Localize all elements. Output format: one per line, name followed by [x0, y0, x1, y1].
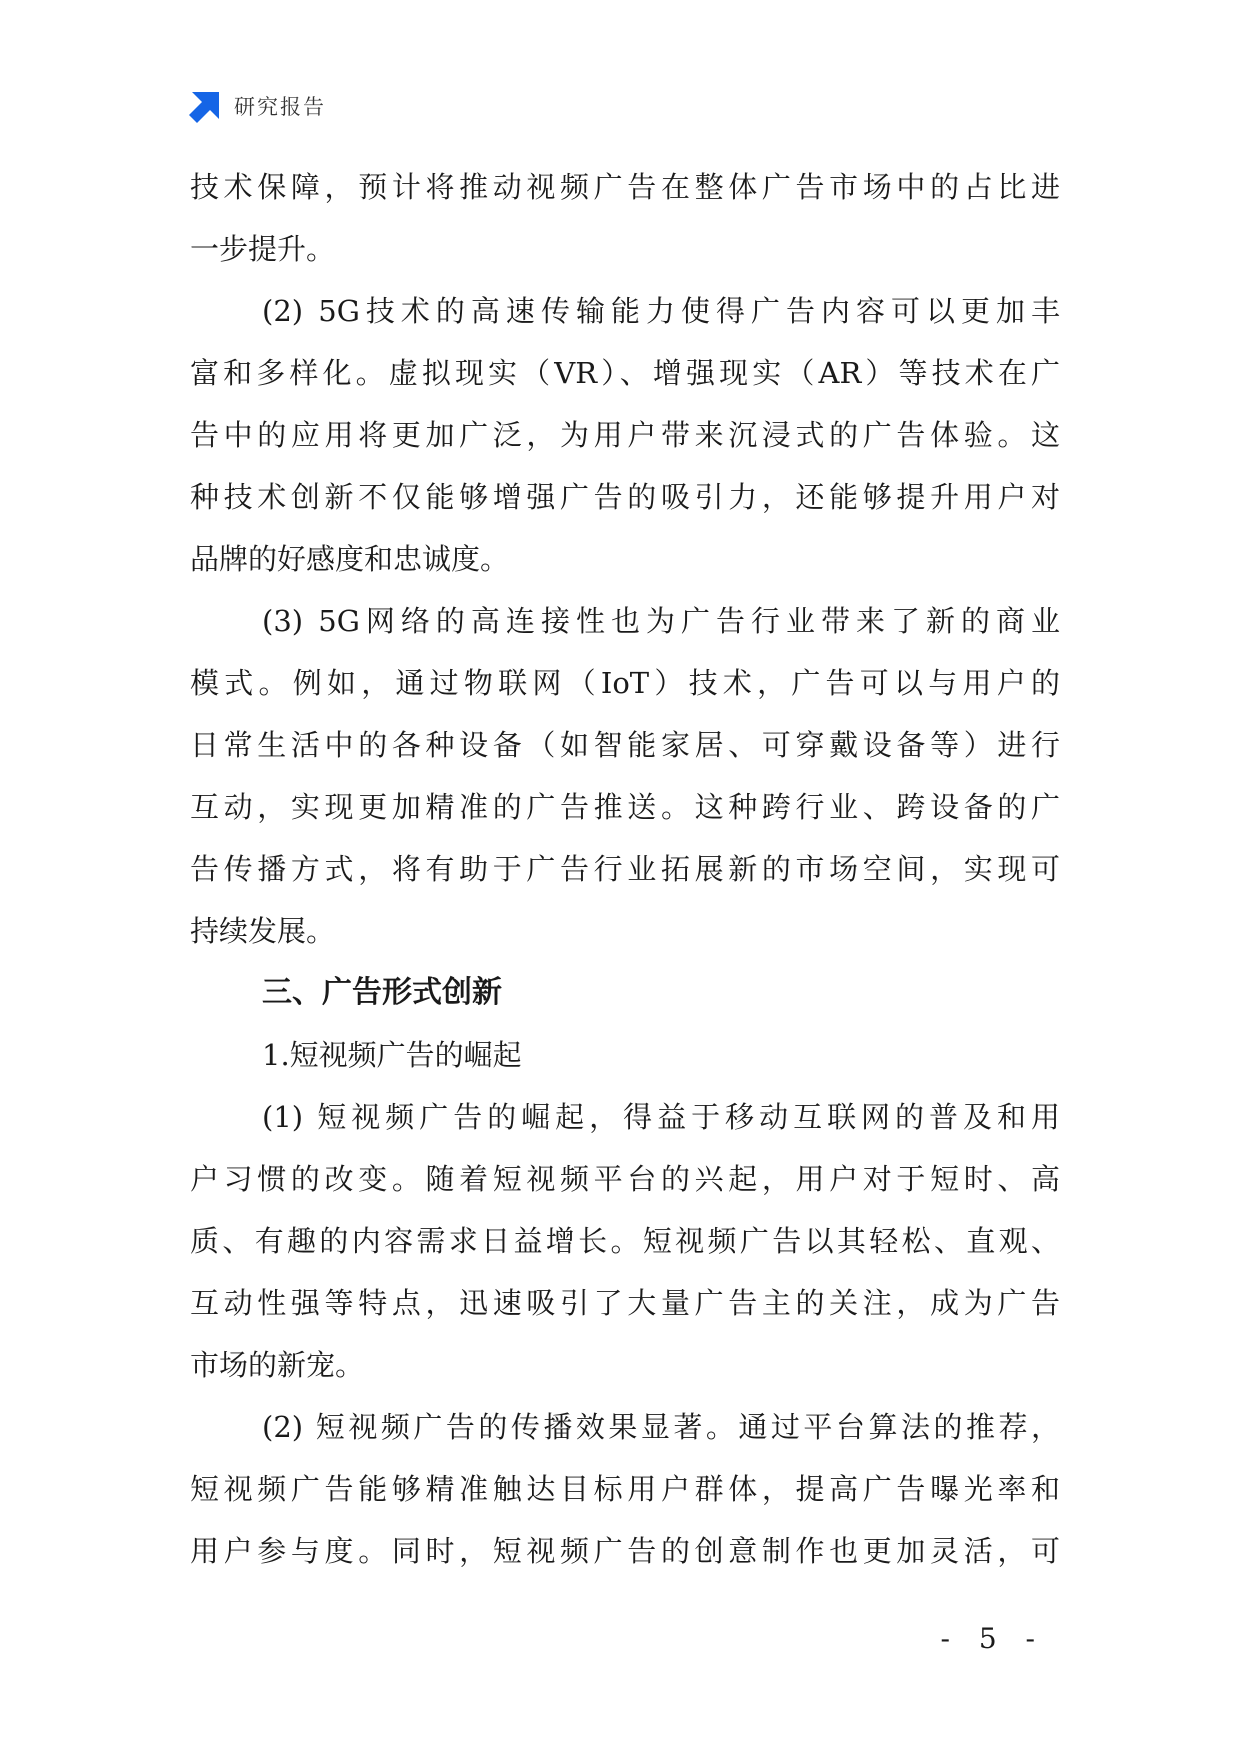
text-line: 互动，实现更加精准的广告推送。这种跨行业、跨设备的广	[190, 790, 1060, 824]
text-line: 户习惯的改变。随着短视频平台的兴起，用户对于短时、高	[190, 1162, 1060, 1196]
header-title: 研究报告	[234, 95, 326, 119]
text-line: 告中的应用将更加广泛，为用户带来沉浸式的广告体验。这	[190, 418, 1060, 452]
text-line: 短视频广告能够精准触达目标用户群体，提高广告曝光率和	[190, 1472, 1060, 1506]
text-line: 质、有趣的内容需求日益增长。短视频广告以其轻松、直观、	[190, 1224, 1060, 1258]
text-line: 品牌的好感度和忠诚度。	[190, 542, 510, 576]
text-line: (2) 5G技术的高速传输能力使得广告内容可以更加丰	[262, 294, 1060, 328]
text-line: 日常生活中的各种设备（如智能家居、可穿戴设备等）进行	[190, 728, 1060, 762]
text-line: 告传播方式，将有助于广告行业拓展新的市场空间，实现可	[190, 852, 1060, 886]
section-heading: 三、广告形式创新	[262, 975, 502, 1010]
document-body	[190, 156, 1060, 1582]
text-line: 模式。例如，通过物联网（IoT）技术，广告可以与用户的	[190, 666, 1060, 700]
logo-icon	[188, 89, 222, 123]
text-line: (2) 短视频广告的传播效果显著。通过平台算法的推荐，	[262, 1410, 1060, 1444]
text-line: 富和多样化。虚拟现实（VR）、增强现实（AR）等技术在广	[190, 356, 1060, 390]
text-line: 市场的新宠。	[190, 1348, 365, 1382]
text-line: 用户参与度。同时，短视频广告的创意制作也更加灵活，可	[190, 1534, 1060, 1568]
text-line: 技术保障，预计将推动视频广告在整体广告市场中的占比进	[190, 170, 1060, 204]
text-line: 种技术创新不仅能够增强广告的吸引力，还能够提升用户对	[190, 480, 1060, 514]
page-number: - 5 -	[940, 1622, 1045, 1655]
text-line: 互动性强等特点，迅速吸引了大量广告主的关注，成为广告	[190, 1286, 1060, 1320]
text-line: (1) 短视频广告的崛起，得益于移动互联网的普及和用	[262, 1100, 1060, 1134]
text-line: 1.短视频广告的崛起	[262, 1038, 522, 1072]
text-line: (3) 5G网络的高连接性也为广告行业带来了新的商业	[262, 604, 1060, 638]
text-line: 持续发展。	[190, 914, 336, 948]
page-header	[188, 88, 326, 124]
text-line: 一步提升。	[190, 232, 336, 266]
